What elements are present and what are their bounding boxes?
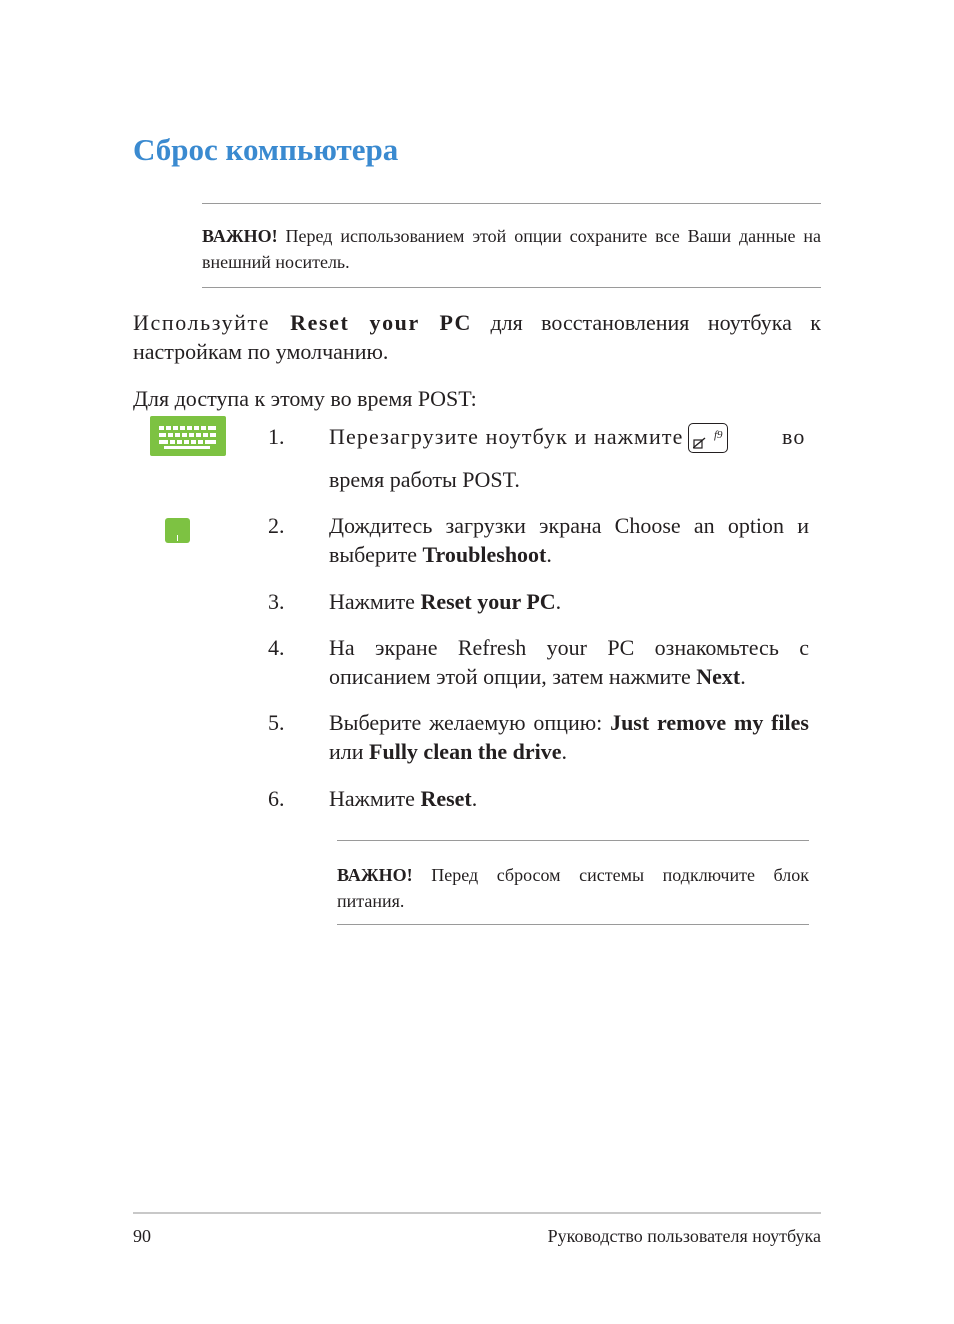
intro-paragraph — [133, 308, 821, 366]
step-1-text — [329, 422, 809, 453]
intro-suffix: для восстановления ноутбука к настройкам по умолчанию. — [133, 310, 821, 364]
step-4-number: 4. — [268, 635, 285, 660]
note-bottom-text: Перед сбросом системы подключите блок питания. — [337, 865, 809, 911]
step-5-bold-1: Just remove my files — [610, 710, 809, 735]
note-top-rule-bottom — [202, 287, 821, 288]
note-top-rule — [202, 203, 821, 204]
step-4-text — [329, 633, 809, 691]
f9-key-label: f9 — [713, 429, 723, 441]
page-title: Сброс компьютера — [133, 132, 399, 167]
step-2-bold: Troubleshoot — [422, 542, 547, 567]
step-6-bold: Reset — [420, 786, 472, 811]
note-bottom-rule — [337, 840, 809, 841]
note-bottom-label: ВАЖНО! — [337, 865, 413, 885]
step-5-end: . — [561, 739, 568, 764]
step-1-post-word: во — [782, 424, 806, 449]
step-5-pre: Выберите желаемую опцию: — [329, 710, 611, 735]
note-top — [202, 223, 821, 275]
note-bottom — [337, 862, 809, 914]
step-5-text — [329, 708, 809, 766]
step-6-number: 6. — [268, 786, 285, 811]
step-3-end: . — [555, 589, 562, 614]
note-top-text: Перед использованием этой опции сохраните все Ваши данные на внешний носитель. — [202, 226, 821, 272]
step-6-pre: Нажмите — [329, 786, 421, 811]
step-5-mid: или — [329, 739, 370, 764]
touchpad-icon — [165, 518, 190, 543]
step-5-bold-2: Fully clean the drive — [369, 739, 562, 764]
step-1-continuation: время работы POST. — [329, 467, 520, 492]
step-2-end: . — [546, 542, 552, 567]
footer-rule — [133, 1212, 821, 1214]
f9-key-icon — [688, 423, 728, 453]
footer-doc-title: Руководство пользователя ноутбука — [547, 1226, 821, 1246]
step-4-end: . — [740, 664, 746, 689]
step-5-number: 5. — [268, 710, 285, 735]
keyboard-icon — [150, 416, 226, 456]
note-bottom-rule-bottom — [337, 924, 809, 925]
step-2-pre: Дождитесь загрузки экрана Choose an option и выберите — [329, 513, 809, 567]
step-2-number: 2. — [268, 513, 285, 538]
step-6-end: . — [471, 786, 478, 811]
step-4-pre: На экране Refresh your PC ознакомьтесь с описанием этой опции, затем нажмите — [329, 635, 809, 689]
step-4-bold: Next — [696, 664, 741, 689]
intro-bold: Reset your PC — [290, 310, 473, 335]
intro-prefix: Используйте — [133, 310, 291, 335]
step-1-pre: Перезагрузите ноутбук и нажмите — [329, 424, 684, 449]
step-3-pre: Нажмите — [329, 589, 421, 614]
page-number: 90 — [133, 1226, 151, 1246]
step-2-text — [329, 511, 809, 569]
access-label: Для доступа к этому во время POST: — [133, 386, 477, 411]
step-3-text — [329, 587, 809, 616]
note-top-label: ВАЖНО! — [202, 226, 278, 246]
step-3-number: 3. — [268, 589, 285, 614]
step-1-number: 1. — [268, 424, 285, 449]
step-3-bold: Reset your PC — [420, 589, 556, 614]
step-6-text — [329, 784, 809, 813]
